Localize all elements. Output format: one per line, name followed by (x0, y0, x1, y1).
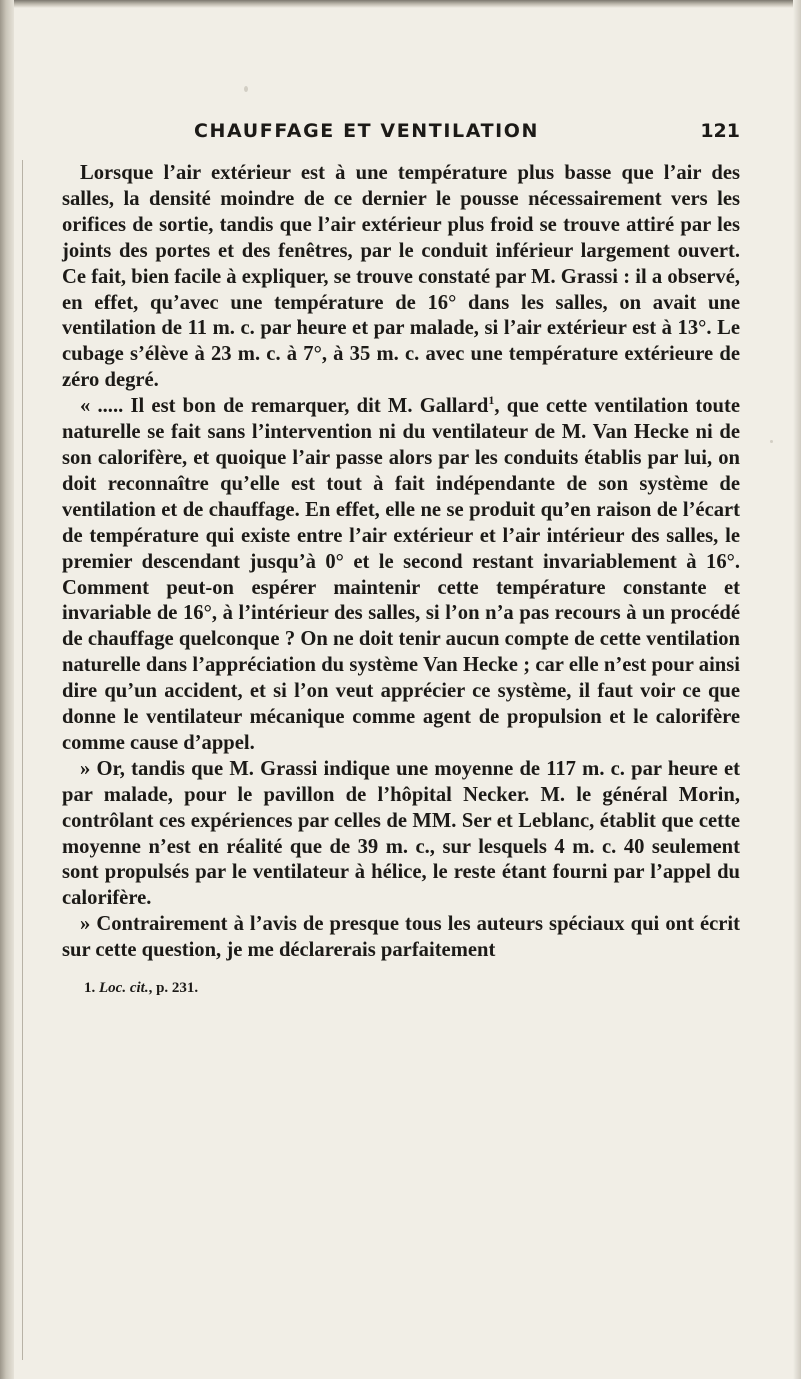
paragraph: » Or, tandis que M. Grassi indique une moyenne de 117 m. c. par heure et par malade, pour le pavillon de l’hôpital Necker. M. le général Morin, contrôlant ces expériences par celles de MM. Ser et Leblanc, établit que cette moyenne n’est en réalité que de 39 m. c., sur lesquels 4 m. c. 40 seulement sont propulsés par le ventilateur à hélice, le reste étant fourni par l’appel du calorifère. (62, 757, 740, 910)
paragraph: Lorsque l’air extérieur est à une température plus basse que l’air des salles, la densité moindre de ce dernier le pousse nécessairement vers les orifices de sortie, tandis que l’air extérieur plus froid se trouve attiré par les joints des portes et des fenêtres, par le conduit inférieur largement ouvert. Ce fait, bien facile à expliquer, se trouve constaté par M. Grassi : il a observé, en effet, qu’avec une température de 16° dans les salles, on avait une ventilation de 11 m. c. par heure et par malade, si l’air extérieur est à 13°. Le cubage s’élève à 23 m. c. à 7°, à 35 m. c. avec une température extérieure de zéro degré. (62, 162, 740, 392)
page-fold-line (22, 160, 23, 1360)
page-top-edge (0, 0, 801, 8)
footnote-number: 1. (84, 980, 96, 997)
paragraph-text: « ..... Il est bon de remarquer, dit M. Gallard (80, 395, 489, 418)
page-binding-edge (0, 0, 14, 1379)
page-right-edge (793, 0, 801, 1379)
paper-speck (244, 86, 248, 92)
footnote-page: , p. 231. (148, 980, 199, 997)
footnote-citation: Loc. cit. (99, 980, 149, 997)
paragraph-text: , que cette ventilation toute naturelle se fait sans l’intervention ni du ventilateur de M. Van Hecke ni de son calorifère, et quoique l’air passe alors par les conduits établis par lui, on doit reconnaître qu’elle est tout à fait indépendante de son système de ventilation et de chauffage. En effet, elle ne se produit qu’en raison de l’écart de température qui existe entre l’air extérieur et l’air intérieur des salles, le premier descendant jusqu’à 0° et le second restant invariablement à 16°. Comment peut-on espérer maintenir cette température constante et invariable de 16°, à l’intérieur des salles, si l’on n’a pas recours à un procédé de chauffage quelconque ? On ne doit tenir aucun compte de cette ventilation naturelle dans l’appréciation du système Van Hecke ; car elle n’est pour ainsi dire qu’un accident, et si l’on veut apprécier ce système, il faut voir ce que donne le ventilateur mécanique comme agent de propulsion et le calorifère comme cause d’appel. (62, 395, 740, 754)
body-text (62, 161, 740, 964)
footnote (62, 980, 740, 997)
running-title: CHAUFFAGE ET VENTILATION (194, 120, 540, 142)
running-header (62, 118, 740, 148)
paragraph: » Contrairement à l’avis de presque tous les auteurs spéciaux qui ont écrit sur cette question, je me déclarerais parfaitement (62, 913, 740, 962)
paragraph (62, 394, 740, 757)
paper-speck (770, 440, 773, 443)
footnote-reference: 1 (488, 393, 495, 408)
book-page (62, 118, 740, 997)
page-number: 121 (700, 120, 740, 142)
